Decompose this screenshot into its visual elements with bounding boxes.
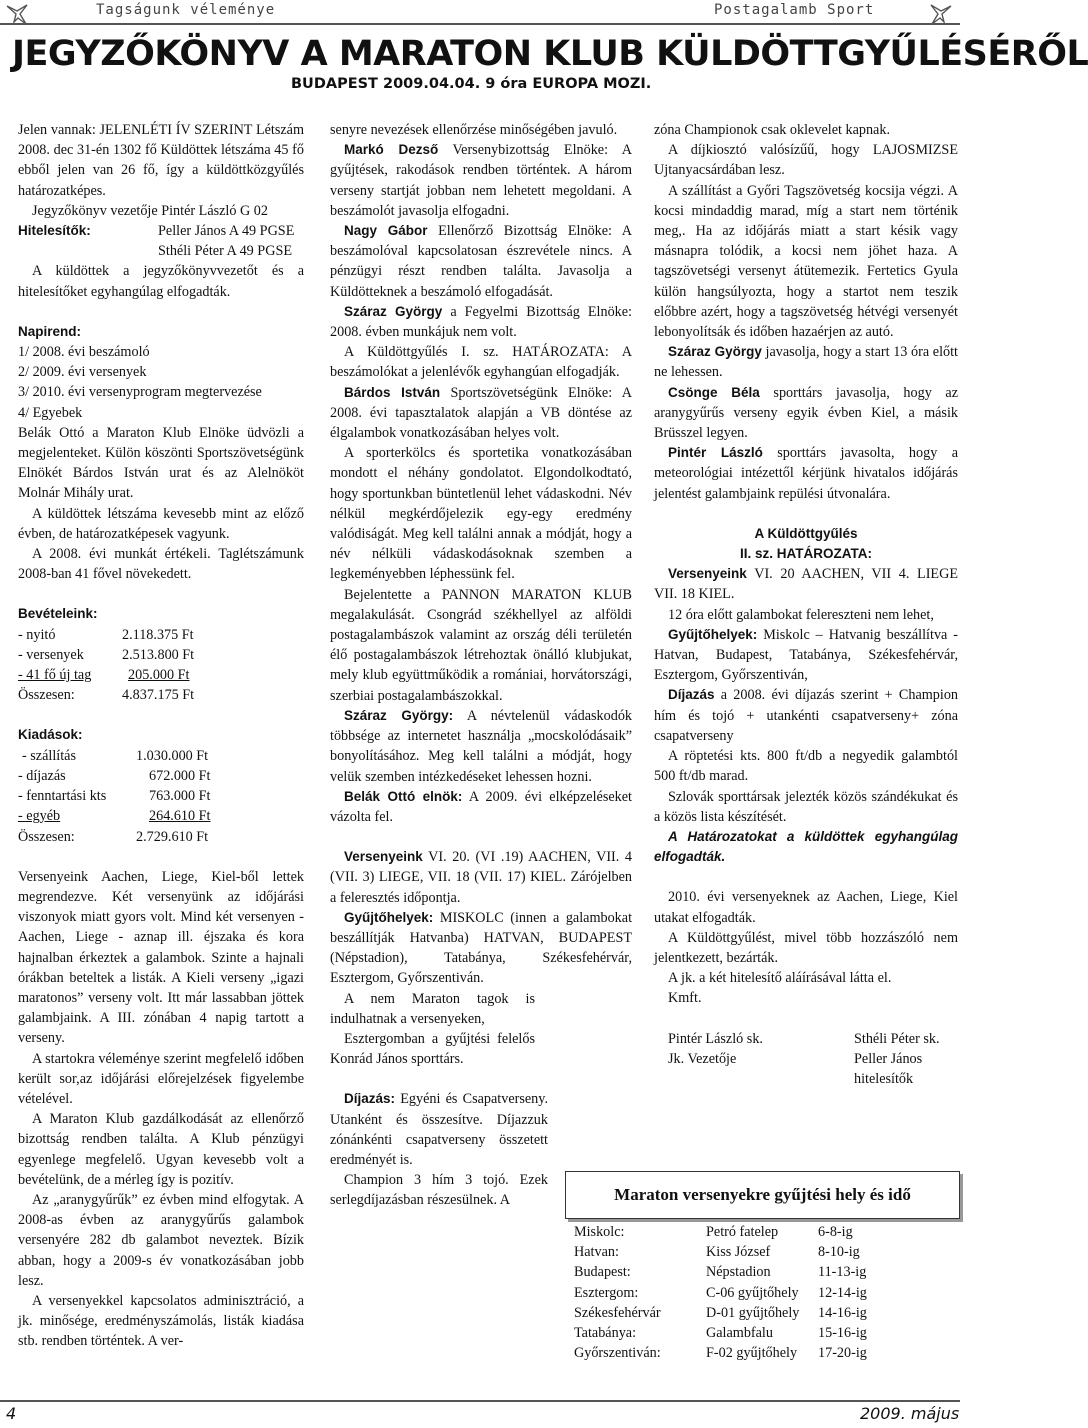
paragraph: Versenyeink VI. 20. (VI .19) AACHEN, VII. 4 (VII. 3) LIEGE, VII. 18 (VII. 17) KIEL. Zárójelben a feleresztés időpontja.	[330, 849, 632, 906]
footer-rule	[0, 1400, 960, 1402]
expense-row: - díjazás 672.000 Ft	[18, 767, 211, 784]
expense-row: - egyéb 264.610 Ft	[18, 808, 211, 825]
resolution-heading: A Küldöttgyűlés	[754, 525, 858, 541]
paragraph: Az „aranygyűrűk” ez évben mind elfogytak. A 2008-as évben az aranygyűrűs galambok versenyére 282 db galambot neveztek. Bízik abban, hogy a 2009-s év vonatkozásában jobb lesz.	[18, 1191, 304, 1289]
expense-row: - szállítás 1.030.000 Ft	[22, 747, 209, 764]
paragraph: Bejelentette a PANNON MARATON KLUB megalakulását. Csongrád székhellyel az alföldi postagalambászok valamint az ország déli területén élő postagalambászok létrehoztak önálló klubjukat, mely klub együttműködik a romániai, horvátországi, szerbiai postagalambászokkal.	[330, 586, 632, 704]
income-total-row: Összesen: 4.837.175 Ft	[18, 687, 195, 704]
paragraph: Bárdos István Sportszövetségünk Elnöke: A 2008. évi tapasztalatok alapján a VB döntése az élgalambok vonatkozásában helyes volt.	[330, 384, 632, 442]
paragraph: A Határozatokat a küldöttek egyhangúlag elfogadták.	[654, 828, 958, 865]
paragraph: Száraz György a Fegyelmi Bizottság Elnöke: 2008. évben munkájuk nem volt.	[330, 303, 633, 341]
income-row: - nyitó 2.118.375 Ft	[18, 626, 194, 643]
paragraph: Pintér László sporttárs javasolta, hogy a meteorológiai intézettől kérjünk hivatalos időjárás jelentést galambjaink repülési útvonalára.	[654, 445, 958, 502]
paragraph: A Maraton Klub gazdálkodását az ellenőrző bizottság rendben találta. A Klub pénzügyi egyenlege megfelelő. Ugyan kevesebb volt a bevételünk, de a mérleg így is pozitív.	[18, 1111, 304, 1188]
expense-total-row: Összesen: 2.729.610 Ft	[18, 828, 209, 845]
paragraph: Csönge Béla sporttárs javasolja, hogy az aranygyűrűs verseny egyik évben Kiel, a másik Brüsszel legyen.	[654, 384, 958, 442]
schedule-row: Budapest: Népstadion 11-13-ig	[574, 1264, 867, 1281]
schedule-table	[574, 1222, 908, 1363]
signature-block: Pintér László sk. Jk. Vezetője Sthéli Péter sk. Peller János hitelesítők	[668, 1030, 940, 1087]
paragraph: Díjazás a 2008. évi díjazás szerint + Champion hím és tojó + utankénti csapatverseny+ zóna csapatverseny	[654, 687, 959, 744]
certifier-row: Sthéli Péter A 49 PGSE	[158, 243, 293, 260]
column-1	[18, 120, 304, 1352]
paragraph: A díjkiosztó valósízűű, hogy LAJOSMIZSE Ujtanyacsárdában lesz.	[654, 142, 958, 179]
paragraph: A Küldöttgyűlést, mivel több hozzászóló nem jelentkezett, bezárták.	[654, 929, 958, 966]
paragraph: Champion 3 hím 3 tojó. Ezek serlegdíjazásban részesülnek. A	[330, 1172, 548, 1209]
paragraph: Díjazás: Egyéni és Csapatverseny. Utanként és összesítve. Díjazzuk zónánkénti csapatverseny összetett eredményét is.	[330, 1091, 548, 1168]
paragraph: Jelen vannak: JELENLÉTI ÍV SZERINT Létszám 2008. dec 31-én 1302 fő Küldöttek létszáma 45 fő ebből jelen van 26 fő, így a küldöttközgyűlés határozatképes.	[18, 122, 304, 199]
paragraph: Gyűjtőhelyek: Miskolc – Hatvanig beszállítva - Hatvan, Budapest, Tatabánya, Székesfehérvár, Esztergom, Győrszentiván,	[654, 626, 959, 684]
paragraph: Esztergomban a gyűjtési felelős Konrád János sporttárs.	[330, 1030, 535, 1068]
paragraph: A röptetési kts. 800 ft/db a negyedik galambtól 500 ft/db marad.	[654, 748, 958, 785]
schedule-row: Győrszentiván: F-02 gyűjtőhely 17-20-ig	[574, 1345, 867, 1362]
paragraph: A 2008. évi munkát értékeli. Taglétszámunk 2008-ban 41 fővel növekedett.	[18, 546, 304, 583]
certifier-row: Hitelesítők: Peller János A 49 PGSE	[18, 223, 295, 240]
paragraph: Szlovák sporttársak jelezték közös szándékukat és a közös lista készítését.	[654, 788, 958, 825]
header-rule	[0, 23, 960, 25]
income-label: Bevételeink:	[18, 606, 98, 622]
paragraph: senyre nevezések ellenőrzése minőségében javuló.	[330, 122, 618, 138]
schedule-row: Tatabánya: Galambfalu 15-16-ig	[574, 1325, 867, 1342]
paragraph: Gyűjtőhelyek: MISKOLC (innen a galambokat beszállítják Hatvanba) HATVAN, BUDAPEST (Népstadion), Tatabánya, Székesfehérvár, Esztergom, Győrszentiván.	[330, 909, 633, 987]
income-row: - 41 fő új tag 205.000 Ft	[18, 667, 190, 684]
paragraph: Száraz György: A névtelenül vádaskodók többsége az internetet használja „mocskolódásaik” bonyolításához. Meg kell találni a módját, hogy velük szemben intézkedéseket lehessen hozni.	[330, 707, 633, 785]
paragraph: A küldöttek létszáma kevesebb mint az előző évben, de határozatképesek vagyunk.	[18, 505, 304, 542]
article-subtitle: BUDAPEST 2009.04.04. 9 óra EUROPA MOZI.	[291, 76, 652, 92]
schedule-row: Hatvan: Kiss József 8-10-ig	[574, 1244, 860, 1261]
paragraph: Belák Ottó a Maraton Klub Elnöke üdvözli a megjelenteket. Külön köszönti Sportszövetségünk Elnökét Bárdos István urat és az Alelnököt Molnár Mihály urat.	[18, 424, 304, 502]
paragraph: 12 óra előtt galambokat felereszteni nem lehet,	[668, 606, 934, 623]
resolution-heading: II. sz. HATÁROZATA:	[740, 546, 872, 562]
paragraph: Versenyeink VI. 20 AACHEN, VII 4. LIEGE VII. 18 KIEL.	[654, 566, 958, 603]
paragraph: A szállítást a Győri Tagszövetség kocsija végzi. A kocsi mindaddig marad, míg a start nem történik meg,. Ha az időjárás miatt a start késik vagy másnapra tolódik, a kocsi nem jöhet haza. A tagszövetségi versenyt átütemezik. Fertetics Gyula külön hangsúlyozta, hogy a startot nem teszik előbbre azért, hogy a tagszövetség hétvégi versenyét lebonyolítsák és időben hazaérjen az autó.	[654, 182, 958, 341]
paragraph: Nagy Gábor Ellenőrző Bizottság Elnöke: A beszámolóval kapcsolatosan észrevétele nincs. A pénzügyi részt rendben találta. Javasolja a Küldötteknek a beszámoló elfogadását.	[330, 223, 632, 300]
issue-date: 2009. május	[860, 1404, 960, 1423]
paragraph: Száraz György javasolja, hogy a start 13 óra előtt ne lehessen.	[654, 344, 959, 381]
schedule-row: Miskolc: Petró fatelep 6-8-ig	[574, 1224, 853, 1240]
column-3	[654, 120, 958, 1089]
magazine-name: Postagalamb Sport	[714, 2, 875, 18]
paragraph: Markó Dezső Versenybizottság Elnöke: A gyűjtések, rakodások rendben történtek. A három verseny startját jobban nem lehetett megoldani. A beszámolót javasolja elfogadni.	[330, 142, 632, 219]
paragraph: 2010. évi versenyeknek az Aachen, Liege, Kiel utakat elfogadták.	[654, 889, 958, 926]
paragraph: A startokra véleménye szerint megfelelő időben került sor,az időjárási előrejelzések figyelembe vételével.	[18, 1050, 304, 1107]
paragraph: A küldöttek a jegyzőkönyvvezetőt és a hitelesítőket egyhangúlag elfogadták.	[18, 263, 304, 300]
paragraph: zóna Championok csak oklevelet kapnak.	[654, 122, 890, 138]
income-row: - versenyek 2.513.800 Ft	[18, 646, 195, 663]
column-2	[330, 120, 632, 1211]
expense-label: Kiadások:	[18, 727, 83, 743]
article-title: JEGYZŐKÖNYV A MARATON KLUB KÜLDÖTTGYŰLÉSÉRŐL	[12, 34, 1088, 74]
agenda-item: 1/ 2008. évi beszámoló	[18, 344, 150, 361]
paragraph: A versenyekkel kapcsolatos adminisztráció, a jk. minősége, eredményszámolás, listák kiadása stb. rendben történtek. A ver-	[18, 1292, 304, 1350]
paragraph: A sporterkölcs és sportetika vonatkozásában mondott el néhány gondolatot. Elgondolkodtató, hogy sportunkban büntetlenül lehet vádaskodni. Név nélkül megkérdőjelezik egy-egy eredmény valódiságát. Meg kell találni annak a módját, hogy a név nélküli vádaskodásoknak szemben a legkeményebben léphessünk fel.	[330, 445, 632, 583]
paragraph: Jegyzőkönyv vezetője Pintér László G 02	[32, 202, 268, 219]
schedule-box-title: Maraton versenyekre gyűjtési hely és idő	[565, 1171, 960, 1219]
expense-row: - fenntartási kts 763.000 Ft	[18, 788, 211, 805]
paragraph: A nem Maraton tagok is indulhatnak a versenyeken,	[330, 990, 535, 1027]
schedule-row: Esztergom: C-06 gyűjtőhely 12-14-ig	[574, 1284, 867, 1301]
agenda-label: Napirend:	[18, 323, 82, 339]
paragraph: Versenyeink Aachen, Liege, Kiel-ből lettek megrendezve. Két versenyünk az időjárási viszonyok miatt gyors volt. Mind két versenyen - Aachen, Liege - aznap ill. éjszaka és kora hajnalban érkeztek a galambok. Szinte a hajnali órákban beteltek a listák. A Kieli verseny „igazi maratonos” verseny volt. Itt már lassabban jöttek galambjaink. A III. zónában 4 napig tartott a verseny.	[18, 868, 304, 1047]
agenda-item: 2/ 2009. évi versenyek	[18, 364, 147, 381]
page-number: 4	[6, 1404, 17, 1423]
paragraph: A Küldöttgyűlés I. sz. HATÁROZATA: A beszámolókat a jelenlévők egyhangúan elfogadják.	[330, 344, 632, 381]
schedule-row: Székesfehérvár D-01 gyűjtőhely 14-16-ig	[574, 1304, 867, 1321]
section-label: Tagságunk véleménye	[96, 2, 276, 18]
agenda-item: 4/ Egyebek	[18, 404, 83, 421]
paragraph: A jk. a két hitelesítő aláírásával látta el.	[668, 970, 892, 987]
agenda-item: 3/ 2010. évi versenyprogram megtervezése	[18, 384, 262, 401]
paragraph: Kmft.	[668, 990, 702, 1007]
paragraph: Belák Ottó elnök: A 2009. évi elképzeléseket vázolta fel.	[330, 788, 632, 825]
